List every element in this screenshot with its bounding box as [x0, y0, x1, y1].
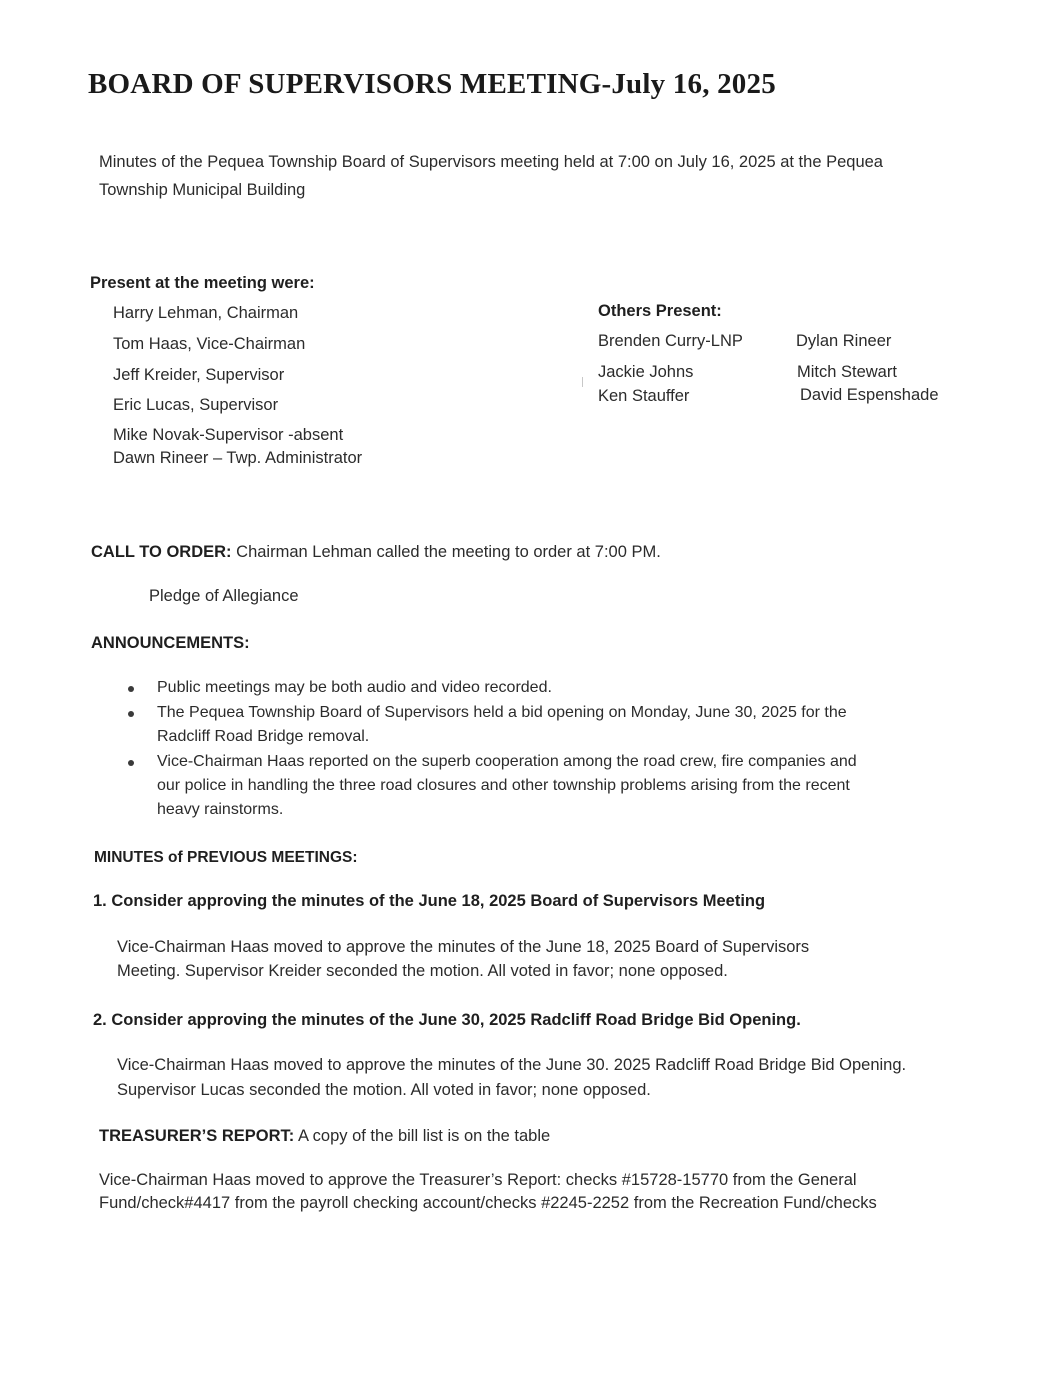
pledge: Pledge of Allegiance	[149, 587, 299, 605]
intro-line-1: Minutes of the Pequea Township Board of Supervisors meeting held at 7:00 on July 16, 2025 at the Pequea	[99, 153, 883, 171]
minutes-item-1-line-1: Vice-Chairman Haas moved to approve the minutes of the June 18, 2025 Board of Supervisors	[117, 938, 810, 956]
intro-line-2: Township Municipal Building	[99, 181, 306, 199]
announcement-2-line-1: The Pequea Township Board of Supervisors held a bid opening on Monday, June 30, 2025 for the	[157, 704, 847, 721]
treasurer-text: A copy of the bill list is on the table	[297, 1127, 551, 1145]
minutes-item-2-line-2: Supervisor Lucas seconded the motion. All voted in favor; none opposed.	[117, 1081, 651, 1099]
call-to-order	[91, 540, 661, 564]
announcement-3-line-1: Vice-Chairman Haas reported on the superb cooperation among the road crew, fire companies and	[157, 753, 857, 770]
member-5: Mike Novak-Supervisor -absent	[113, 426, 344, 444]
minutes-item-2-line-1: Vice-Chairman Haas moved to approve the minutes of the June 30. 2025 Radcliff Road Bridge Bid Opening.	[117, 1056, 907, 1074]
page-title: BOARD OF SUPERVISORS MEETING-July 16, 2025	[88, 68, 776, 100]
announcement-2-line-2: Radcliff Road Bridge removal.	[157, 728, 370, 745]
minutes-item-1-line-2: Meeting. Supervisor Kreider seconded the motion. All voted in favor; none opposed.	[117, 962, 728, 980]
announcements-heading: ANNOUNCEMENTS:	[91, 634, 250, 652]
announcements-list	[125, 676, 965, 823]
bullet-icon	[128, 711, 134, 717]
announcement-3	[125, 750, 965, 822]
others-heading: Others Present:	[598, 302, 722, 320]
other-4: Dylan Rineer	[796, 332, 892, 350]
treasurer-line-1: Vice-Chairman Haas moved to approve the Treasurer’s Report: checks #15728-15770 from the General	[99, 1171, 857, 1189]
announcement-1	[125, 676, 965, 700]
treasurer-line-2: Fund/check#4417 from the payroll checking account/checks #2245-2252 from the Recreation Fund/checks	[99, 1194, 877, 1212]
member-4: Eric Lucas, Supervisor	[113, 396, 279, 414]
member-3: Jeff Kreider, Supervisor	[113, 366, 285, 384]
announcement-3-line-3: heavy rainstorms.	[157, 801, 284, 818]
announcement-3-line-2: our police in handling the three road closures and other township problems arising from the recent	[157, 777, 850, 794]
scan-mark	[582, 377, 583, 387]
other-3: Ken Stauffer	[598, 387, 690, 405]
other-5: Mitch Stewart	[797, 363, 897, 381]
member-2: Tom Haas, Vice-Chairman	[113, 335, 306, 353]
minutes-heading: MINUTES of PREVIOUS MEETINGS:	[94, 849, 358, 866]
other-6: David Espenshade	[800, 386, 939, 404]
bullet-icon	[128, 686, 134, 692]
call-to-order-label: CALL TO ORDER:	[91, 543, 232, 561]
other-1: Brenden Curry-LNP	[598, 332, 743, 350]
call-to-order-text: Chairman Lehman called the meeting to order at 7:00 PM.	[236, 543, 661, 561]
bullet-icon	[128, 760, 134, 766]
present-heading: Present at the meeting were:	[90, 274, 315, 292]
member-1: Harry Lehman, Chairman	[113, 304, 299, 322]
treasurer-report	[99, 1124, 550, 1148]
other-2: Jackie Johns	[598, 363, 694, 381]
announcement-1-line-1: Public meetings may be both audio and video recorded.	[157, 679, 552, 696]
announcement-2	[125, 701, 965, 749]
member-6: Dawn Rineer – Twp. Administrator	[113, 449, 363, 467]
minutes-item-2-title: 2. Consider approving the minutes of the June 30, 2025 Radcliff Road Bridge Bid Opening.	[93, 1011, 801, 1029]
minutes-item-1-title: 1. Consider approving the minutes of the June 18, 2025 Board of Supervisors Meeting	[93, 892, 766, 910]
treasurer-label: TREASURER’S REPORT:	[99, 1127, 295, 1145]
